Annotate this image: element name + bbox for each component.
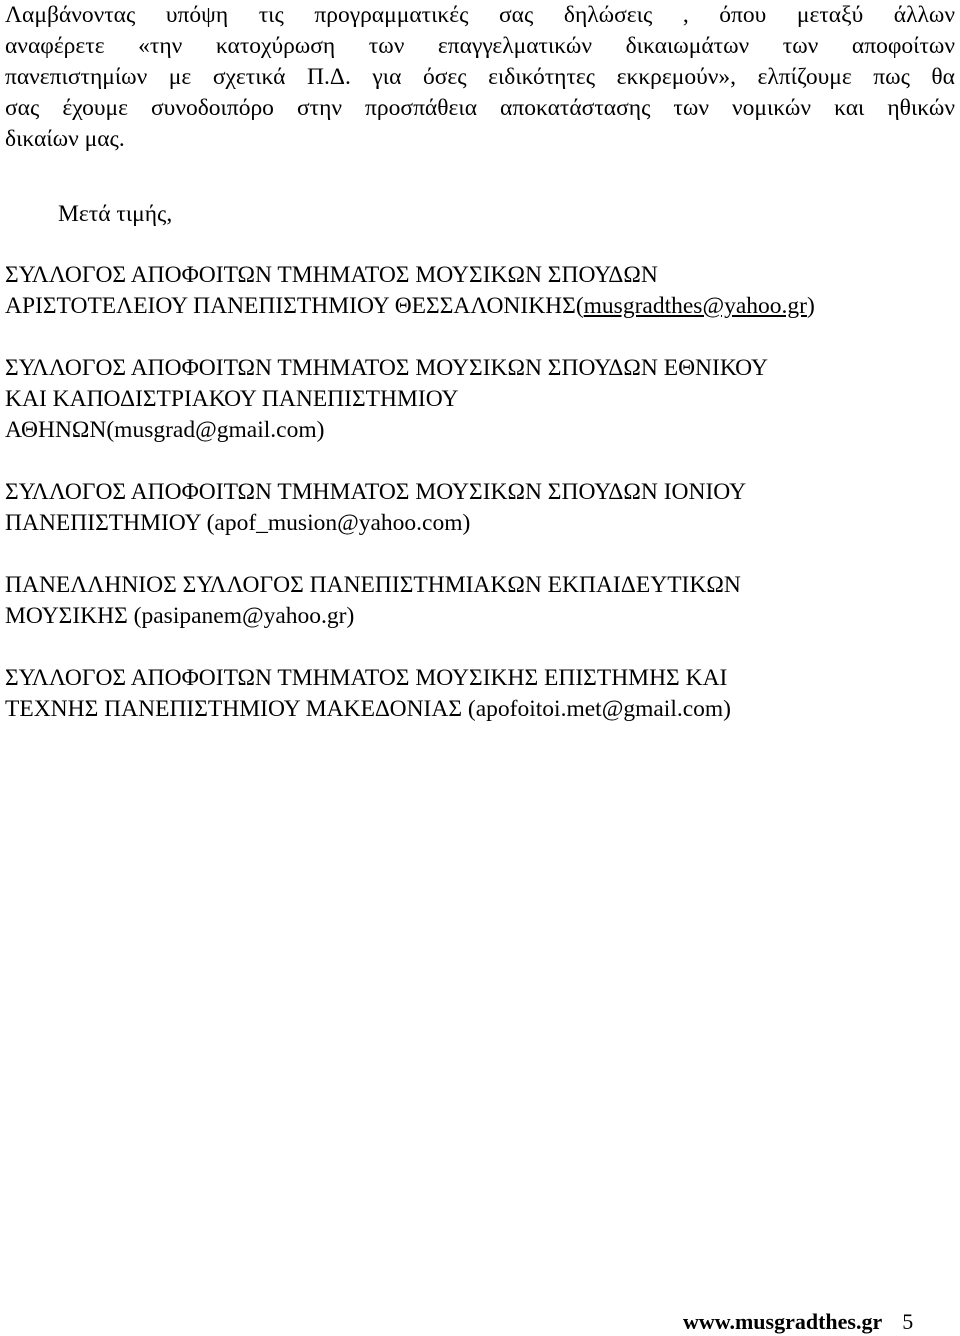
org-line	[5, 291, 955, 322]
intro-line: αναφέρετε «την κατοχύρωση των επαγγελματικών δικαιωμάτων των αποφοίτων	[5, 33, 955, 59]
email-link[interactable]: musgradthes@yahoo.gr	[583, 293, 807, 319]
intro-line: σας έχουμε συνοδοιπόρο στην προσπάθεια αποκατάστασης των νομικών και ηθικών	[5, 95, 955, 121]
signatory-org-3	[5, 477, 955, 539]
org-line: ΣΥΛΛΟΓΟΣ ΑΠΟΦΟΙΤΩΝ ΤΜΗΜΑΤΟΣ ΜΟΥΣΙΚΩΝ ΣΠΟΥΔΩΝ ΙΟΝΙΟΥ	[5, 479, 747, 505]
signatory-org-1	[5, 260, 955, 322]
closing-salutation: Μετά τιμής,	[58, 201, 173, 227]
signatory-org-2	[5, 353, 955, 446]
org-line: ΤΕΧΝΗΣ ΠΑΝΕΠΙΣΤΗΜΙΟΥ ΜΑΚΕΔΟΝΙΑΣ (apofoitoi.met@gmail.com)	[5, 696, 732, 722]
org-line: ΣΥΛΛΟΓΟΣ ΑΠΟΦΟΙΤΩΝ ΤΜΗΜΑΤΟΣ ΜΟΥΣΙΚΩΝ ΣΠΟΥΔΩΝ	[5, 262, 658, 288]
org-line: ΜΟΥΣΙΚΗΣ (pasipanem@yahoo.gr)	[5, 603, 355, 629]
page-number: 5	[902, 1309, 914, 1334]
org-line: ΠΑΝΕΠΙΣΤΗΜΙΟΥ (apof_musion@yahoo.com)	[5, 510, 471, 536]
org-line: ΚΑΙ ΚΑΠΟΔΙΣΤΡΙΑΚΟΥ ΠΑΝΕΠΙΣΤΗΜΙΟΥ	[5, 386, 459, 412]
intro-paragraph	[5, 0, 955, 155]
intro-line: δικαίων μας.	[5, 126, 125, 152]
org-text: )	[806, 293, 815, 319]
signatory-org-4	[5, 570, 955, 632]
document-page	[5, 0, 955, 725]
org-line: ΑΘΗΝΩΝ(musgrad@gmail.com)	[5, 417, 325, 443]
org-line: ΣΥΛΛΟΓΟΣ ΑΠΟΦΟΙΤΩΝ ΤΜΗΜΑΤΟΣ ΜΟΥΣΙΚΗΣ ΕΠΙΣΤΗΜΗΣ ΚΑΙ	[5, 665, 728, 691]
org-line: ΣΥΛΛΟΓΟΣ ΑΠΟΦΟΙΤΩΝ ΤΜΗΜΑΤΟΣ ΜΟΥΣΙΚΩΝ ΣΠΟΥΔΩΝ ΕΘΝΙΚΟΥ	[5, 355, 768, 381]
footer-website[interactable]: www.musgradthes.gr	[683, 1309, 883, 1334]
intro-line: πανεπιστημίων με σχετικά Π.Δ. για όσες ειδικότητες εκκρεμούν», ελπίζουμε πως θα	[5, 64, 955, 90]
org-text: ΑΡΙΣΤΟΤΕΛΕΙΟΥ ΠΑΝΕΠΙΣΤΗΜΙΟΥ ΘΕΣΣΑΛΟΝΙΚΗΣ(	[5, 293, 584, 319]
intro-line: Λαμβάνοντας υπόψη τις προγραμματικές σας δηλώσεις , όπου μεταξύ άλλων	[5, 2, 955, 28]
page-footer	[683, 1308, 913, 1336]
signatory-org-5	[5, 663, 955, 725]
org-line: ΠΑΝΕΛΛΗΝΙΟΣ ΣΥΛΛΟΓΟΣ ΠΑΝΕΠΙΣΤΗΜΙΑΚΩΝ ΕΚΠΑΙΔΕΥΤΙΚΩΝ	[5, 572, 741, 598]
